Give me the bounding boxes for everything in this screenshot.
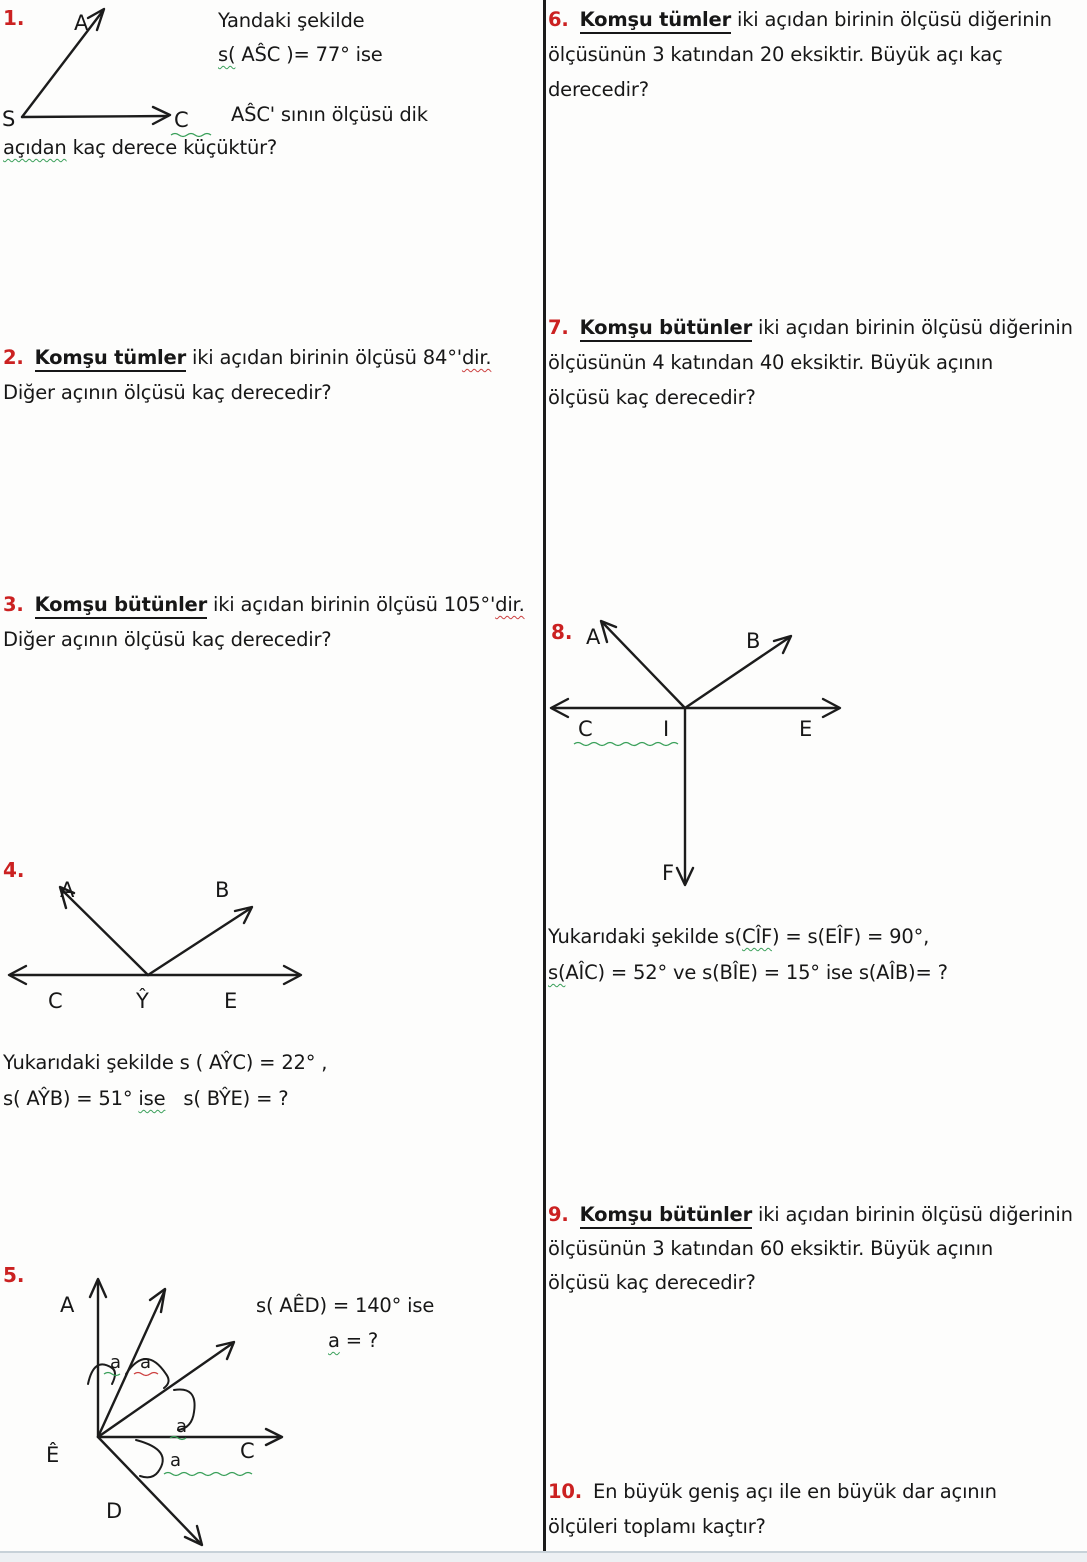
p9-line1-rest: iki açıdan birinin ölçüsü diğerinin bbox=[752, 1203, 1073, 1226]
p8-label-B: B bbox=[746, 629, 761, 653]
p1-label-S: S bbox=[2, 107, 16, 131]
problem-1-number: 1. bbox=[3, 6, 25, 30]
p1-text-line4 bbox=[3, 135, 277, 160]
problem-2-number: 2. bbox=[3, 346, 24, 369]
p6-text-line1 bbox=[548, 7, 1052, 32]
p10-text-line2: ölçüleri toplamı kaçtır? bbox=[548, 1515, 766, 1538]
p8-ray-IA bbox=[602, 622, 685, 708]
p8-label-E: E bbox=[799, 717, 813, 741]
p3-line1-spellcheck: dir. bbox=[495, 593, 525, 616]
problem-8-number: 8. bbox=[551, 620, 573, 644]
p5-squiggle-4 bbox=[164, 1473, 252, 1476]
p4-text-line2 bbox=[3, 1086, 288, 1111]
p1-text-line1: Yandaki şekilde bbox=[218, 9, 365, 32]
p5-line2-spellcheck: a bbox=[328, 1329, 340, 1352]
p6-text-line3: derecedir? bbox=[548, 78, 649, 101]
p6-text-line2: ölçüsünün 3 katından 20 eksiktir. Büyük açı kaç bbox=[548, 43, 1003, 66]
p1-line4-spellcheck: açıdan bbox=[3, 136, 67, 159]
problem-9-number: 9. bbox=[548, 1203, 569, 1226]
p8-label-A: A bbox=[586, 625, 601, 649]
p1-line4-rest: kaç derece küçüktür? bbox=[66, 136, 278, 159]
p5-ray-D bbox=[98, 1437, 201, 1544]
p7-text-line1 bbox=[548, 315, 1073, 340]
p4-diagram bbox=[0, 853, 320, 1021]
p5-angle-arc-4 bbox=[136, 1440, 163, 1477]
p10-line1-rest: En büyük geniş açı ile en büyük dar açının bbox=[592, 1480, 997, 1503]
p4-label-B: B bbox=[215, 878, 230, 902]
p9-bold-term: Komşu bütünler bbox=[580, 1203, 752, 1229]
p8-label-F: F bbox=[662, 861, 675, 885]
p2-line1-spellcheck: dir. bbox=[461, 346, 492, 369]
p7-text-line2: ölçüsünün 4 katından 40 eksiktir. Büyük açının bbox=[548, 351, 994, 374]
p1-label-C: C bbox=[174, 108, 189, 132]
p2-text-line1 bbox=[3, 345, 491, 370]
p3-line1-rest: iki açıdan birinin ölçüsü 105°' bbox=[207, 593, 496, 616]
p6-line1-rest: iki açıdan birinin ölçüsü diğerinin bbox=[731, 8, 1052, 31]
p2-line1-rest: iki açıdan birinin ölçüsü 84°' bbox=[186, 346, 462, 369]
p5-label-D: D bbox=[106, 1499, 123, 1523]
problem-10-number: 10. bbox=[548, 1480, 582, 1503]
p9-text-line3: ölçüsü kaç derecedir? bbox=[548, 1271, 756, 1294]
p4-label-E: E bbox=[224, 989, 238, 1013]
p5-line2-rest: = ? bbox=[339, 1329, 379, 1352]
p1-ray-SA bbox=[22, 12, 102, 117]
p5-angle-label-3: a bbox=[176, 1416, 188, 1437]
p9-text-line2: ölçüsünün 3 katından 60 eksiktir. Büyük açının bbox=[548, 1237, 994, 1260]
p5-angle-label-4: a bbox=[170, 1450, 182, 1471]
p8-line1-a: Yukarıdaki şekilde s( bbox=[548, 925, 743, 948]
p5-label-E: Ê bbox=[46, 1443, 60, 1467]
p8-squiggle-under-CI bbox=[574, 743, 678, 746]
p4-ray-YB bbox=[148, 908, 251, 975]
p1-text-line2 bbox=[218, 42, 383, 67]
p3-text-line1 bbox=[3, 592, 525, 617]
p8-text-line2 bbox=[548, 960, 948, 985]
p7-bold-term: Komşu bütünler bbox=[580, 316, 752, 342]
p8-line1-spellcheck: CÎF bbox=[742, 925, 773, 948]
p3-text-line2: Diğer açının ölçüsü kaç derecedir? bbox=[3, 628, 332, 651]
p4-label-C: C bbox=[48, 989, 63, 1013]
p4-line2-spellcheck: ise bbox=[138, 1087, 166, 1110]
p5-label-C: C bbox=[240, 1439, 255, 1463]
p8-label-I: I bbox=[663, 717, 670, 741]
p8-line2-rest: AÎC) = 52° ve s(BÎE) = 15° ise s(AÎB)= ? bbox=[565, 961, 948, 984]
p2-bold-term: Komşu tümler bbox=[35, 346, 186, 372]
p8-label-C: C bbox=[578, 717, 593, 741]
p7-text-line3: ölçüsü kaç derecedir? bbox=[548, 386, 756, 409]
p4-line2-a: s( AŶB) = 51° bbox=[3, 1087, 139, 1110]
p4-label-A: A bbox=[60, 878, 75, 902]
problem-7-number: 7. bbox=[548, 316, 569, 339]
p8-ray-IB bbox=[685, 637, 790, 708]
p9-text-line1 bbox=[548, 1202, 1073, 1227]
p3-bold-term: Komşu bütünler bbox=[35, 593, 207, 619]
p5-label-A: A bbox=[60, 1293, 75, 1317]
p8-text-line1 bbox=[548, 924, 929, 949]
p1-line2-spellcheck: s( bbox=[218, 43, 236, 66]
p5-text-line1: s( AÊD) = 140° ise bbox=[256, 1294, 435, 1317]
p1-label-A: A bbox=[74, 11, 89, 35]
p5-angle-label-2: a bbox=[140, 1352, 152, 1373]
problem-4-number: 4. bbox=[3, 858, 25, 882]
p10-text-line1 bbox=[548, 1479, 997, 1504]
p2-text-line2: Diğer açının ölçüsü kaç derecedir? bbox=[3, 381, 332, 404]
p7-line1-rest: iki açıdan birinin ölçüsü diğerinin bbox=[752, 316, 1073, 339]
p5-text-line2 bbox=[328, 1328, 378, 1353]
problem-3-number: 3. bbox=[3, 593, 24, 616]
p6-bold-term: Komşu tümler bbox=[580, 8, 731, 34]
p8-line1-c: ) = s(EÎF) = 90°, bbox=[772, 925, 930, 948]
p1-ray-SC bbox=[22, 116, 168, 117]
p4-text-line1: Yukarıdaki şekilde s ( AŶC) = 22° , bbox=[3, 1051, 328, 1074]
p1-line2-rest: AŜC )= 77° ise bbox=[235, 43, 383, 66]
p8-line2-spellcheck: s( bbox=[548, 961, 566, 984]
p8-diagram bbox=[546, 596, 896, 898]
problem-5-number: 5. bbox=[3, 1263, 25, 1287]
p4-label-Y: Ŷ bbox=[136, 989, 149, 1013]
p5-angle-label-1: a bbox=[110, 1352, 122, 1373]
p1-text-line3: AŜC' sının ölçüsü dik bbox=[231, 103, 428, 126]
problem-6-number: 6. bbox=[548, 8, 569, 31]
p4-line2-c: s( BŶE) = ? bbox=[165, 1087, 289, 1110]
